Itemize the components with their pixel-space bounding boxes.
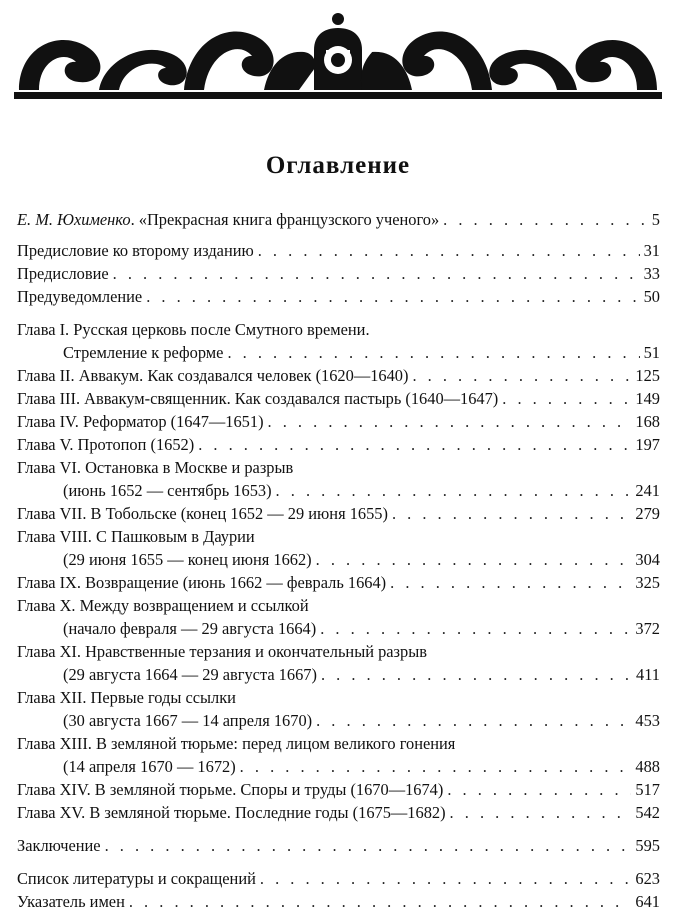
page-number: 517	[635, 780, 660, 799]
entry-text: Предисловие ко второму изданию	[17, 241, 254, 260]
toc-entry-chapter-5[interactable]	[17, 433, 660, 456]
page-number: 149	[635, 389, 660, 408]
dot-leader	[502, 387, 631, 410]
entry-text: Глава XIV. В земляной тюрьме. Споры и труды (1670—1674)	[17, 780, 444, 799]
chapter-13-heading: Глава XIII. В земляной тюрьме: перед лицом великого гонения	[17, 734, 456, 753]
toc-entry-chapter-9[interactable]	[17, 571, 660, 594]
dot-leader	[105, 834, 632, 857]
chapter-11-heading: Глава XI. Нравственные терзания и окончательный разрыв	[17, 642, 427, 661]
entry-text: (14 апреля 1670 — 1672)	[63, 757, 236, 776]
toc-entry-chapter-8[interactable]	[17, 548, 660, 571]
dot-leader	[392, 502, 631, 525]
dot-leader	[316, 709, 631, 732]
toc-entry-chapter-13[interactable]	[17, 755, 660, 778]
chapter-10-heading: Глава X. Между возвращением и ссылкой	[17, 596, 309, 615]
page-number: 411	[636, 665, 660, 684]
page-number: 641	[635, 892, 660, 911]
entry-text: Глава III. Аввакум-священник. Как создавался пастырь (1640—1647)	[17, 389, 499, 408]
page-number: 325	[635, 573, 660, 592]
dot-leader	[321, 663, 632, 686]
page-number: 279	[635, 504, 660, 523]
dot-leader	[240, 755, 632, 778]
entry-text: Предисловие	[17, 264, 109, 283]
dot-leader	[316, 548, 632, 571]
dot-leader	[443, 208, 648, 231]
entry-text: Глава IX. Возвращение (июнь 1662 — февраль 1664)	[17, 573, 387, 592]
toc-entry-name-index[interactable]	[17, 890, 660, 913]
toc-entry-preface-second-edition[interactable]	[17, 239, 660, 262]
page-number: 5	[651, 210, 660, 229]
entry-text: Глава V. Протопоп (1652)	[17, 435, 195, 454]
toc-entry-chapter-12[interactable]	[17, 709, 660, 732]
toc-entry-chapter-3[interactable]	[17, 387, 660, 410]
page-number: 304	[635, 550, 660, 569]
decorative-ornament-header	[14, 10, 662, 100]
table-of-contents	[17, 208, 660, 913]
entry-text: Стремление к реформе	[63, 343, 224, 362]
toc-entry-chapter-10[interactable]	[17, 617, 660, 640]
entry-text: (29 августа 1664 — 29 августа 1667)	[63, 665, 317, 684]
toc-entry-preface[interactable]	[17, 262, 660, 285]
toc-entry-chapter-2[interactable]	[17, 364, 660, 387]
page-number: 453	[635, 711, 660, 730]
page-number: 50	[643, 287, 660, 306]
page-number: 623	[635, 869, 660, 888]
dot-leader	[390, 571, 631, 594]
page-number: 595	[635, 836, 660, 855]
entry-text: (начало февраля — 29 августа 1664)	[63, 619, 317, 638]
dot-leader	[276, 479, 632, 502]
page-number: 197	[635, 435, 660, 454]
entry-text: Глава IV. Реформатор (1647—1651)	[17, 412, 264, 431]
entry-text: Глава XV. В земляной тюрьме. Последние годы (1675—1682)	[17, 803, 446, 822]
entry-text: Предуведомление	[17, 287, 143, 306]
page-number: 168	[635, 412, 660, 431]
toc-entry-chapter-4[interactable]	[17, 410, 660, 433]
dot-leader	[260, 867, 632, 890]
dot-leader	[412, 364, 631, 387]
toc-entry-intro[interactable]	[17, 208, 660, 231]
chapter-6-heading: Глава VI. Остановка в Москве и разрыв	[17, 458, 294, 477]
dot-leader	[450, 801, 632, 824]
dot-leader	[258, 239, 640, 262]
page-number: 542	[635, 803, 660, 822]
page-number: 51	[643, 343, 660, 362]
toc-entry-foreword[interactable]	[17, 285, 660, 308]
page-number: 125	[635, 366, 660, 385]
page-number: 31	[643, 241, 660, 260]
entry-text: Глава VII. В Тобольске (конец 1652 — 29 июня 1655)	[17, 504, 388, 523]
dot-leader	[198, 433, 631, 456]
chapter-12-heading: Глава XII. Первые годы ссылки	[17, 688, 236, 707]
dot-leader	[268, 410, 632, 433]
page-number: 488	[635, 757, 660, 776]
toc-entry-conclusion[interactable]	[17, 834, 660, 857]
dot-leader	[113, 262, 640, 285]
toc-entry-bibliography[interactable]	[17, 867, 660, 890]
entry-text: Указатель имен	[17, 892, 125, 911]
intro-text: . «Прекрасная книга французского ученого»	[130, 210, 440, 229]
dot-leader	[320, 617, 631, 640]
toc-entry-chapter-7[interactable]	[17, 502, 660, 525]
dot-leader	[146, 285, 639, 308]
entry-text: Заключение	[17, 836, 101, 855]
dot-leader	[129, 890, 632, 913]
entry-text: (29 июня 1655 — конец июня 1662)	[63, 550, 312, 569]
dot-leader	[227, 341, 639, 364]
intro-author: Е. М. Юхименко	[17, 210, 131, 229]
toc-entry-chapter-11[interactable]	[17, 663, 660, 686]
chapter-1-heading: Глава I. Русская церковь после Смутного времени.	[17, 320, 370, 339]
page-number: 241	[635, 481, 660, 500]
chapter-8-heading: Глава VIII. С Пашковым в Даурии	[17, 527, 255, 546]
toc-entry-chapter-14[interactable]	[17, 778, 660, 801]
entry-text: (июнь 1652 — сентябрь 1653)	[63, 481, 272, 500]
page-title: Оглавление	[265, 152, 411, 179]
dot-leader	[447, 778, 631, 801]
page-number: 372	[635, 619, 660, 638]
toc-entry-chapter-6[interactable]	[17, 479, 660, 502]
toc-entry-chapter-1[interactable]	[17, 341, 660, 364]
page-number: 33	[643, 264, 660, 283]
entry-text: Список литературы и сокращений	[17, 869, 256, 888]
entry-text: Глава II. Аввакум. Как создавался человек (1620—1640)	[17, 366, 409, 385]
entry-text: (30 августа 1667 — 14 апреля 1670)	[63, 711, 313, 730]
toc-entry-chapter-15[interactable]	[17, 801, 660, 824]
